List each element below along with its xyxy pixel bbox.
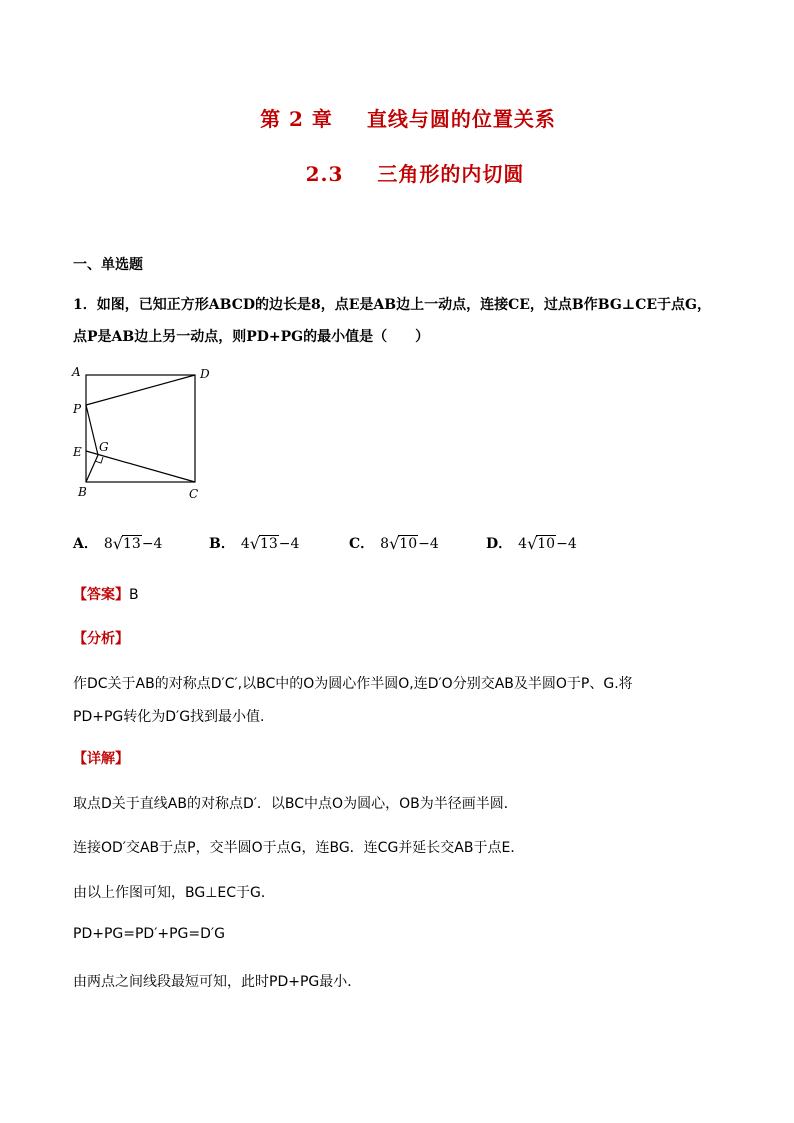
analysis-line-2: PD+PG转化为D′G找到最小值. bbox=[73, 709, 265, 725]
segment-pd bbox=[86, 375, 195, 405]
label-c: C bbox=[189, 487, 199, 501]
segment-pg bbox=[86, 405, 98, 455]
option-d[interactable]: D． 4√10−4 bbox=[486, 534, 577, 553]
segment-bg bbox=[86, 455, 98, 482]
question-line-1: 1．如图，已知正方形ABCD的边长是8，点E是AB边上一动点，连接CE，过点B作BG⊥CE于点G， bbox=[73, 297, 711, 313]
answer-tag: 【答案】 bbox=[73, 587, 129, 603]
detail-tag: 【详解】 bbox=[73, 751, 129, 767]
label-p: P bbox=[73, 402, 82, 416]
segment-ce bbox=[86, 451, 195, 482]
label-b: B bbox=[78, 485, 87, 499]
section-title bbox=[0, 158, 794, 187]
option-a[interactable]: A． 8√13−4 bbox=[73, 534, 163, 553]
section-heading: 一、单选题 bbox=[73, 257, 143, 273]
section-name: 三角形的内切圆 bbox=[377, 162, 525, 186]
chapter-title bbox=[0, 103, 794, 132]
option-c[interactable]: C． 8√10−4 bbox=[349, 534, 439, 553]
label-e: E bbox=[73, 445, 82, 459]
geometry-figure bbox=[68, 362, 228, 511]
answer-value: B bbox=[129, 587, 139, 603]
question-line-2: 点P是AB边上另一动点，则PD+PG的最小值是（ ） bbox=[73, 329, 430, 345]
detail-line-2: 连接OD′交AB于点P，交半圆O于点G，连BG．连CG并延长交AB于点E． bbox=[73, 840, 525, 856]
section-number: 2.3 bbox=[305, 162, 344, 186]
chapter-name: 直线与圆的位置关系 bbox=[366, 107, 556, 131]
detail-line-4: PD+PG=PD′+PG=D′G bbox=[73, 926, 225, 942]
answer-line bbox=[73, 584, 139, 604]
detail-line-5: 由两点之间线段最短可知，此时PD+PG最小． bbox=[73, 974, 362, 990]
square-diagram bbox=[68, 362, 228, 507]
label-a: A bbox=[72, 365, 81, 379]
analysis-tag: 【分析】 bbox=[73, 631, 129, 647]
chapter-label: 第 2 章 bbox=[260, 107, 333, 131]
analysis-line-1: 作DC关于AB的对称点D′C′,以BC中的O为圆心作半圆O,连D′O分别交AB及半圆O于P、G.将 bbox=[73, 676, 633, 692]
label-d: D bbox=[200, 367, 210, 381]
label-g: G bbox=[99, 440, 109, 454]
option-b[interactable]: B． 4√13−4 bbox=[209, 534, 300, 553]
detail-line-1: 取点D关于直线AB的对称点D′．以BC中点O为圆心，OB为半径画半圆． bbox=[73, 796, 518, 812]
detail-line-3: 由以上作图可知，BG⊥EC于G． bbox=[73, 885, 275, 901]
